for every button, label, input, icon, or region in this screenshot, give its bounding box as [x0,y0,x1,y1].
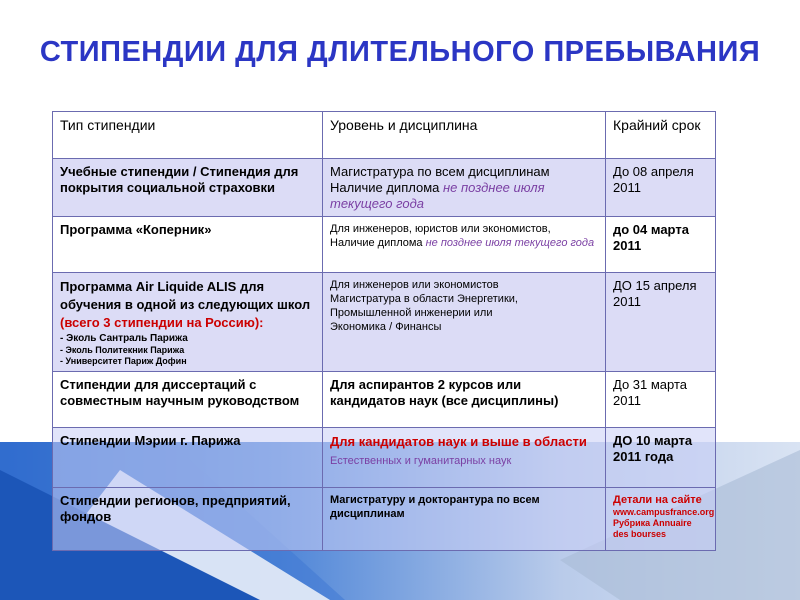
row3-deadline: ДО 15 апреля 2011 [606,273,716,372]
row3-level [323,273,606,372]
table-row [53,488,716,551]
school-item: - Университет Париж Дофин [60,356,187,366]
row1-level-line2: Наличие диплома [330,180,443,195]
row6-deadline [606,488,716,551]
school-item: - Эколь Политекник Парижа [60,345,185,355]
row1-type: Учебные стипендии / Стипендия для покрытия социальной страховки [53,159,323,217]
row5-level-normal: Естественных и гуманитарных наук [330,455,512,467]
row1-level-italic: не позднее июля текущего года [330,180,545,211]
row4-level: Для аспирантов 2 курсов или кандидатов наук (все дисциплины) [323,372,606,428]
row3-level-line: Для инженеров или экономистов [330,279,499,291]
row2-deadline: до 04 марта 2011 [606,217,716,273]
row3-level-line: Промышленной инженерии или [330,307,493,319]
header-type: Тип стипендии [53,112,323,159]
page-title: СТИПЕНДИИ ДЛЯ ДЛИТЕЛЬНОГО ПРЕБЫВАНИЯ [39,36,761,68]
row5-level [323,428,606,488]
row5-type: Стипендии Мэрии г. Парижа [53,428,323,488]
row6-level: Магистратуру и докторантура по всем дисциплинам [323,488,606,551]
header-deadline: Крайний срок [606,112,716,159]
row1-level-line1: Магистратура по всем дисциплинам [330,164,550,179]
table-row [53,273,716,372]
row6-deadline-link[interactable]: www.campusfrance.org Рубрика Annuaire des bourses [613,507,715,539]
scholarship-table [52,111,716,551]
school-item: - Эколь Сантраль Парижа [60,333,188,344]
row4-type: Стипендии для диссертаций с совместным научным руководством [53,372,323,428]
row2-level-prefix: Для инженеров, юристов или экономистов, Наличие диплома [330,223,551,249]
row3-type-red: (всего 3 стипендии на Россию): [60,315,264,330]
row3-level-line: Экономика / Финансы [330,321,442,333]
row1-level [323,159,606,217]
row5-level-bold: Для кандидатов наук и выше в области [330,434,587,449]
table-header-row [53,112,716,159]
row4-deadline: До 31 марта 2011 [606,372,716,428]
table-row [53,217,716,273]
row2-level-italic: не позднее июля текущего года [425,237,595,249]
row5-deadline: ДО 10 марта 2011 года [606,428,716,488]
header-level: Уровень и дисциплина [323,112,606,159]
table-row [53,159,716,217]
table-row [53,372,716,428]
row3-type-main: Программа Air Liquide ALIS для обучения в одной из следующих школ [60,279,311,312]
row2-type: Программа «Коперник» [53,217,323,273]
row6-deadline-bold: Детали на сайте [613,494,702,506]
table-row [53,428,716,488]
row2-level [323,217,606,273]
row1-deadline: До 08 апреля 2011 [606,159,716,217]
row3-level-line: Магистратура в области Энергетики, [330,293,518,305]
row3-type [53,273,323,372]
row6-type: Стипендии регионов, предприятий, фондов [53,488,323,551]
